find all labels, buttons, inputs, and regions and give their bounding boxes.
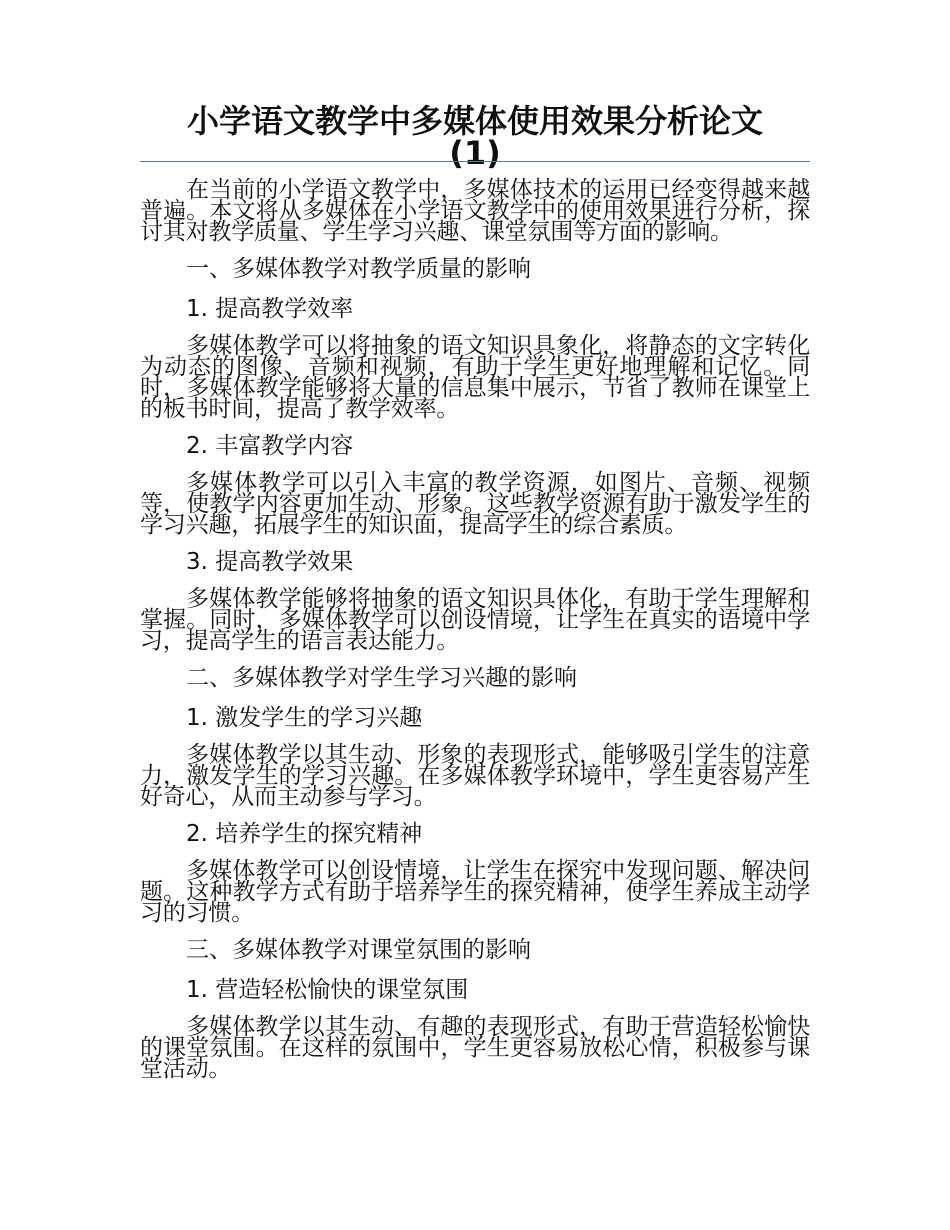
paragraph-1-1: 多媒体教学可以将抽象的语文知识具象化，将静态的文字转化为动态的图像、音频和视频，有助于学生更好地理解和记忆。同时，多媒体教学能够将大量的信息集中展示，节省了教师在课堂上的板书时间，提高了教学效率。	[140, 333, 810, 422]
subheading-1-3: 3. 提高教学效果	[186, 549, 354, 575]
paragraph-2-1: 多媒体教学以其生动、形象的表现形式，能够吸引学生的注意力，激发学生的学习兴趣。在多媒体教学环境中，学生更容易产生好奇心，从而主动参与学习。	[140, 742, 810, 810]
subheading-3-1: 1. 营造轻松愉快的课堂氛围	[186, 977, 469, 1003]
paragraph-1-2: 多媒体教学可以引入丰富的教学资源，如图片、音频、视频等，使教学内容更加生动、形象。这些教学资源有助于激发学生的学习兴趣，拓展学生的知识面，提高学生的综合素质。	[140, 470, 810, 538]
subheading-2-1: 1. 激发学生的学习兴趣	[186, 705, 423, 731]
title-line-2: (1)	[449, 134, 501, 172]
document-body	[140, 177, 810, 1093]
document-title	[140, 102, 810, 172]
paragraph-1-3: 多媒体教学能够将抽象的语文知识具体化，有助于学生理解和掌握。同时，多媒体教学可以创设情境，让学生在真实的语境中学习，提高学生的语言表达能力。	[140, 586, 810, 654]
subheading-1-1: 1. 提高教学效率	[186, 296, 354, 322]
section-heading-3: 三、多媒体教学对课堂氛围的影响	[186, 937, 531, 963]
paragraph-2-2: 多媒体教学可以创设情境，让学生在探究中发现问题、解决问题。这种教学方式有助于培养学生的探究精神，使学生养成主动学习的习惯。	[140, 858, 810, 926]
paragraph-3-1: 多媒体教学以其生动、有趣的表现形式，有助于营造轻松愉快的课堂氛围。在这样的氛围中，学生更容易放松心情，积极参与课堂活动。	[140, 1014, 810, 1082]
subheading-1-2: 2. 丰富教学内容	[186, 433, 354, 459]
section-heading-2: 二、多媒体教学对学生学习兴趣的影响	[186, 665, 577, 691]
title-divider	[140, 161, 810, 162]
paragraph-intro: 在当前的小学语文教学中，多媒体技术的运用已经变得越来越普遍。本文将从多媒体在小学语文教学中的使用效果进行分析，探讨其对教学质量、学生学习兴趣、课堂氛围等方面的影响。	[140, 177, 810, 245]
title-line-1: 小学语文教学中多媒体使用效果分析论文	[186, 102, 763, 140]
subheading-2-2: 2. 培养学生的探究精神	[186, 821, 423, 847]
section-heading-1: 一、多媒体教学对教学质量的影响	[186, 256, 531, 282]
